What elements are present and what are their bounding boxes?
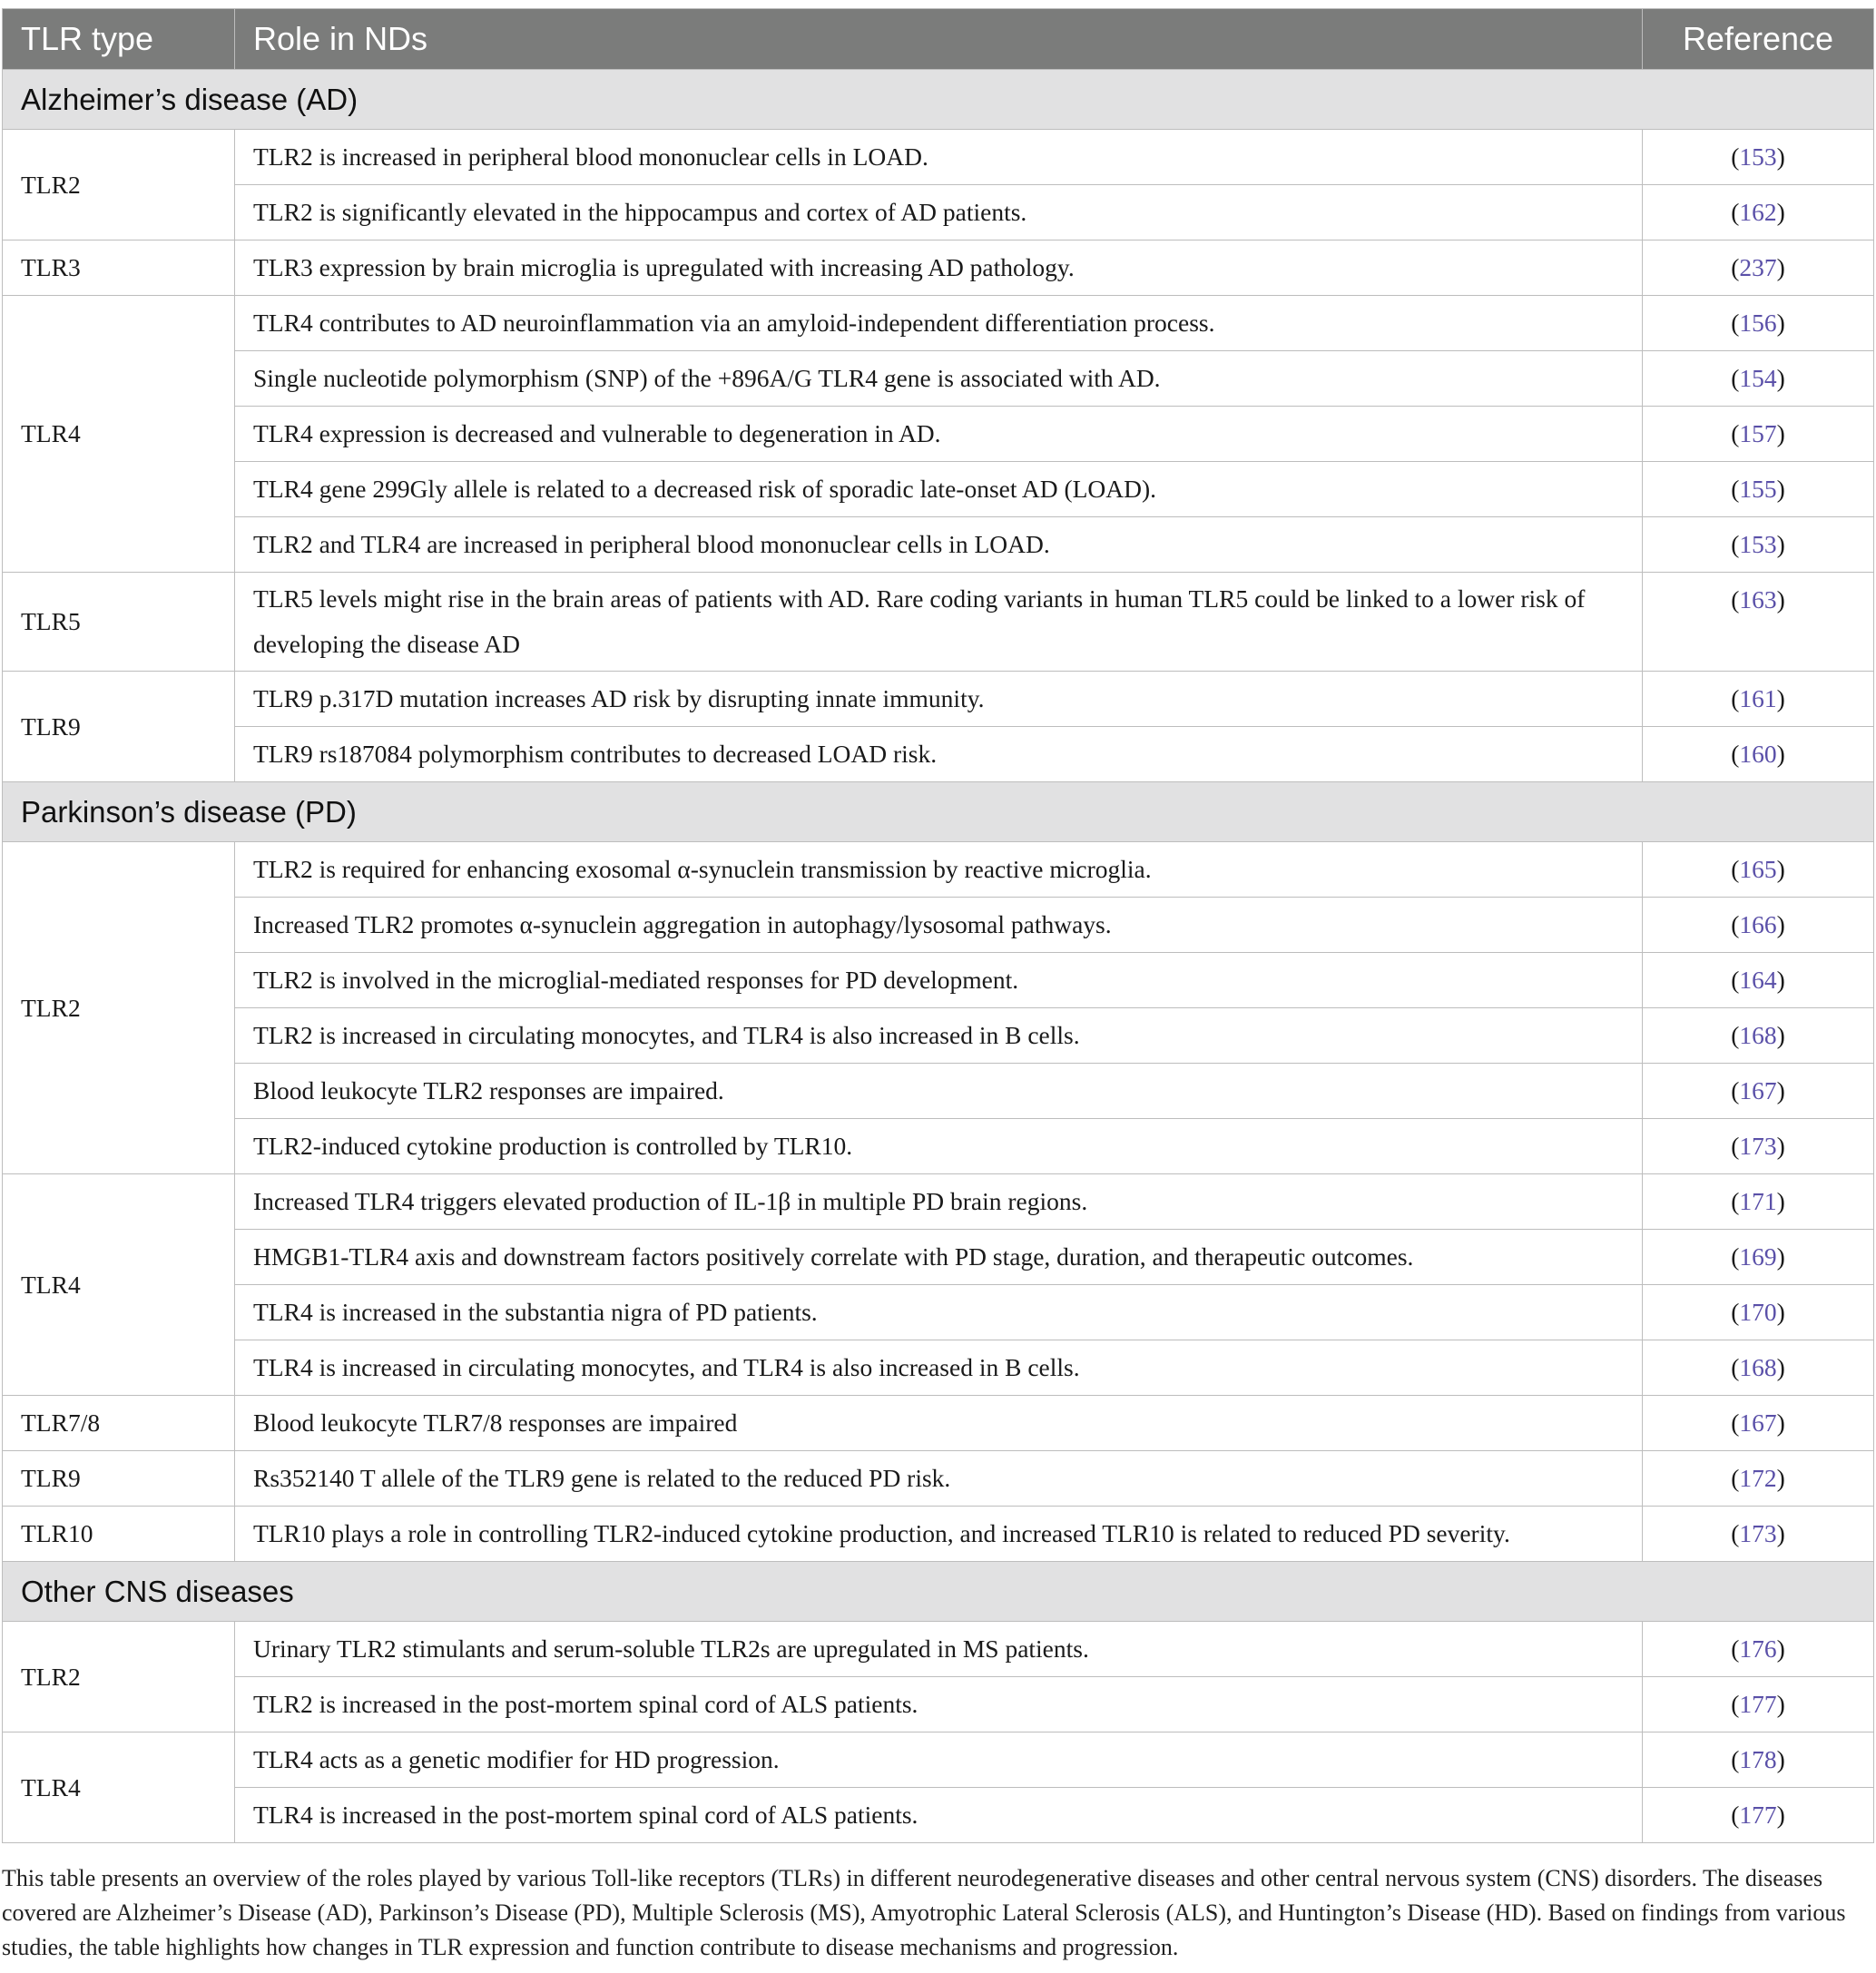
- reference-link[interactable]: 153: [1739, 530, 1777, 558]
- tlr-type-cell: TLR7/8: [3, 1396, 235, 1451]
- reference-cell: (165): [1643, 842, 1874, 898]
- reference-cell: (168): [1643, 1008, 1874, 1064]
- header-reference: Reference: [1643, 9, 1874, 70]
- reference-cell: (162): [1643, 185, 1874, 240]
- reference-link[interactable]: 166: [1739, 910, 1777, 938]
- reference-cell: (161): [1643, 672, 1874, 727]
- section-title: Parkinson’s disease (PD): [3, 782, 1874, 842]
- table-row: [3, 296, 1874, 351]
- reference-link[interactable]: 153: [1739, 142, 1777, 171]
- reference-link[interactable]: 170: [1739, 1298, 1777, 1326]
- role-cell: TLR4 is increased in the post-mortem spinal cord of ALS patients.: [235, 1788, 1643, 1843]
- table-row: [3, 1285, 1874, 1340]
- role-cell: TLR2 is significantly elevated in the hippocampus and cortex of AD patients.: [235, 185, 1643, 240]
- reference-link[interactable]: 164: [1739, 966, 1777, 994]
- reference-cell: (178): [1643, 1733, 1874, 1788]
- table-row: [3, 130, 1874, 185]
- reference-link[interactable]: 163: [1739, 585, 1777, 613]
- table-row: [3, 1008, 1874, 1064]
- reference-link[interactable]: 154: [1739, 364, 1777, 392]
- reference-cell: (168): [1643, 1340, 1874, 1396]
- role-cell: TLR4 is increased in circulating monocytes, and TLR4 is also increased in B cells.: [235, 1340, 1643, 1396]
- reference-cell: (173): [1643, 1119, 1874, 1174]
- role-cell: Blood leukocyte TLR7/8 responses are impaired: [235, 1396, 1643, 1451]
- table-row: [3, 727, 1874, 782]
- reference-link[interactable]: 173: [1739, 1132, 1777, 1160]
- tlr-type-cell: TLR2: [3, 130, 235, 240]
- tlr-type-cell: TLR9: [3, 672, 235, 782]
- tlr-type-cell: TLR4: [3, 1733, 235, 1843]
- role-cell: TLR3 expression by brain microglia is upregulated with increasing AD pathology.: [235, 240, 1643, 296]
- reference-link[interactable]: 177: [1739, 1690, 1777, 1718]
- table-row: [3, 1340, 1874, 1396]
- table-row: [3, 953, 1874, 1008]
- tlr-type-cell: TLR2: [3, 842, 235, 1174]
- role-cell: Urinary TLR2 stimulants and serum-soluble TLR2s are upregulated in MS patients.: [235, 1622, 1643, 1677]
- table-row: [3, 1451, 1874, 1507]
- role-cell: Increased TLR4 triggers elevated production of IL-1β in multiple PD brain regions.: [235, 1174, 1643, 1230]
- role-cell: Blood leukocyte TLR2 responses are impaired.: [235, 1064, 1643, 1119]
- table-row: [3, 185, 1874, 240]
- table-row: [3, 407, 1874, 462]
- table-row: [3, 1064, 1874, 1119]
- reference-link[interactable]: 155: [1739, 475, 1777, 503]
- reference-cell: (170): [1643, 1285, 1874, 1340]
- header-tlr-type: TLR type: [3, 9, 235, 70]
- reference-cell: (156): [1643, 296, 1874, 351]
- reference-link[interactable]: 167: [1739, 1076, 1777, 1104]
- reference-link[interactable]: 168: [1739, 1021, 1777, 1049]
- reference-link[interactable]: 167: [1739, 1409, 1777, 1437]
- reference-cell: (171): [1643, 1174, 1874, 1230]
- role-cell: Rs352140 T allele of the TLR9 gene is related to the reduced PD risk.: [235, 1451, 1643, 1507]
- role-cell: TLR5 levels might rise in the brain areas of patients with AD. Rare coding variants in human TLR5 could be linked to a lower risk of developing the disease AD: [235, 573, 1643, 672]
- table-row: [3, 672, 1874, 727]
- table-container: [2, 8, 1873, 1843]
- table-row: [3, 462, 1874, 517]
- reference-link[interactable]: 177: [1739, 1801, 1777, 1829]
- tlr-type-cell: TLR10: [3, 1507, 235, 1562]
- reference-cell: (237): [1643, 240, 1874, 296]
- section-title: Other CNS diseases: [3, 1562, 1874, 1622]
- tlr-type-cell: TLR4: [3, 296, 235, 573]
- reference-cell: (176): [1643, 1622, 1874, 1677]
- table-body: [3, 70, 1874, 1843]
- table-row: [3, 1733, 1874, 1788]
- reference-cell: (166): [1643, 898, 1874, 953]
- reference-link[interactable]: 157: [1739, 419, 1777, 447]
- tlr-type-cell: TLR5: [3, 573, 235, 672]
- reference-cell: (155): [1643, 462, 1874, 517]
- reference-link[interactable]: 156: [1739, 309, 1777, 337]
- section-row: [3, 782, 1874, 842]
- reference-link[interactable]: 171: [1739, 1187, 1777, 1215]
- header-role: Role in NDs: [235, 9, 1643, 70]
- role-cell: TLR4 gene 299Gly allele is related to a decreased risk of sporadic late-onset AD (LOAD).: [235, 462, 1643, 517]
- reference-cell: (154): [1643, 351, 1874, 407]
- reference-cell: (167): [1643, 1064, 1874, 1119]
- table-row: [3, 1677, 1874, 1733]
- reference-link[interactable]: 160: [1739, 740, 1777, 768]
- table-row: [3, 1622, 1874, 1677]
- role-cell: HMGB1-TLR4 axis and downstream factors positively correlate with PD stage, duration, and therapeutic outcomes.: [235, 1230, 1643, 1285]
- role-cell: TLR4 contributes to AD neuroinflammation via an amyloid-independent differentiation process.: [235, 296, 1643, 351]
- reference-cell: (163): [1643, 573, 1874, 672]
- table-row: [3, 351, 1874, 407]
- role-cell: TLR10 plays a role in controlling TLR2-induced cytokine production, and increased TLR10 is related to reduced PD severity.: [235, 1507, 1643, 1562]
- table-row: [3, 1119, 1874, 1174]
- role-cell: TLR4 expression is decreased and vulnerable to degeneration in AD.: [235, 407, 1643, 462]
- role-cell: Increased TLR2 promotes α-synuclein aggregation in autophagy/lysosomal pathways.: [235, 898, 1643, 953]
- tlr-roles-table: [2, 8, 1874, 1843]
- reference-cell: (153): [1643, 517, 1874, 573]
- table-row: [3, 898, 1874, 953]
- reference-link[interactable]: 237: [1739, 253, 1777, 281]
- table-row: [3, 842, 1874, 898]
- table-row: [3, 1507, 1874, 1562]
- reference-link[interactable]: 162: [1739, 198, 1777, 226]
- role-cell: TLR9 rs187084 polymorphism contributes to decreased LOAD risk.: [235, 727, 1643, 782]
- reference-cell: (160): [1643, 727, 1874, 782]
- reference-link[interactable]: 168: [1739, 1353, 1777, 1381]
- role-cell: TLR9 p.317D mutation increases AD risk by disrupting innate immunity.: [235, 672, 1643, 727]
- table-row: [3, 1788, 1874, 1843]
- table-header: [3, 9, 1874, 70]
- reference-cell: (157): [1643, 407, 1874, 462]
- role-cell: Single nucleotide polymorphism (SNP) of the +896A/G TLR4 gene is associated with AD.: [235, 351, 1643, 407]
- section-row: [3, 1562, 1874, 1622]
- role-cell: TLR2 and TLR4 are increased in peripheral blood mononuclear cells in LOAD.: [235, 517, 1643, 573]
- tlr-type-cell: TLR9: [3, 1451, 235, 1507]
- reference-cell: (164): [1643, 953, 1874, 1008]
- role-cell: TLR2 is increased in circulating monocytes, and TLR4 is also increased in B cells.: [235, 1008, 1643, 1064]
- section-row: [3, 70, 1874, 130]
- reference-link[interactable]: 169: [1739, 1242, 1777, 1271]
- tlr-type-cell: TLR2: [3, 1622, 235, 1733]
- reference-link[interactable]: 172: [1739, 1464, 1777, 1492]
- reference-cell: (169): [1643, 1230, 1874, 1285]
- reference-link[interactable]: 176: [1739, 1634, 1777, 1663]
- table-row: [3, 573, 1874, 672]
- reference-cell: (177): [1643, 1788, 1874, 1843]
- table-row: [3, 517, 1874, 573]
- role-cell: TLR2 is required for enhancing exosomal α-synuclein transmission by reactive microglia.: [235, 842, 1643, 898]
- reference-cell: (167): [1643, 1396, 1874, 1451]
- reference-link[interactable]: 161: [1739, 684, 1777, 712]
- table-row: [3, 1230, 1874, 1285]
- role-cell: TLR2 is involved in the microglial-mediated responses for PD development.: [235, 953, 1643, 1008]
- role-cell: TLR4 acts as a genetic modifier for HD progression.: [235, 1733, 1643, 1788]
- reference-cell: (153): [1643, 130, 1874, 185]
- reference-cell: (172): [1643, 1451, 1874, 1507]
- table-row: [3, 1174, 1874, 1230]
- table-caption: This table presents an overview of the roles played by various Toll-like receptors (TLRs) in different neurodegenerative diseases and other central nervous system (CNS) disorders. The diseases covered are Alzheimer’s Disease (AD), Parkinson’s Disease (PD), Multiple Sclerosis (MS), Amyotrophic Lateral Sclerosis (ALS), and Huntington’s Disease (HD). Based on findings from various studies, the table highlights how changes in TLR expression and function contribute to disease mechanisms and progression.: [2, 1865, 1846, 1960]
- section-title: Alzheimer’s disease (AD): [3, 70, 1874, 130]
- tlr-type-cell: TLR4: [3, 1174, 235, 1396]
- table-row: [3, 1396, 1874, 1451]
- role-cell: TLR2-induced cytokine production is controlled by TLR10.: [235, 1119, 1643, 1174]
- role-cell: TLR2 is increased in the post-mortem spinal cord of ALS patients.: [235, 1677, 1643, 1733]
- role-cell: TLR2 is increased in peripheral blood mononuclear cells in LOAD.: [235, 130, 1643, 185]
- role-cell: TLR4 is increased in the substantia nigra of PD patients.: [235, 1285, 1643, 1340]
- reference-cell: (173): [1643, 1507, 1874, 1562]
- tlr-type-cell: TLR3: [3, 240, 235, 296]
- table-row: [3, 240, 1874, 296]
- reference-link[interactable]: 178: [1739, 1745, 1777, 1773]
- reference-link[interactable]: 173: [1739, 1519, 1777, 1547]
- reference-link[interactable]: 165: [1739, 855, 1777, 883]
- reference-cell: (177): [1643, 1677, 1874, 1733]
